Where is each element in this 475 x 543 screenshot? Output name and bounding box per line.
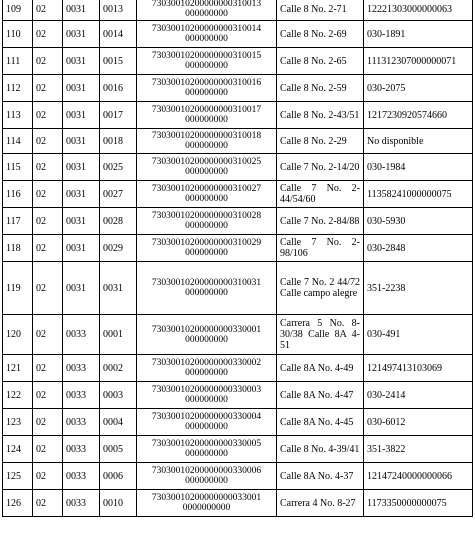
table-row	[3, 0, 473, 21]
cadastral-code-cell: 73030010200000000310031 000000000	[137, 262, 277, 315]
block-cell: 0031	[63, 262, 100, 315]
cadastral-code-cell: 73030010200000000310029 000000000	[137, 235, 277, 262]
row-number-cell: 122	[3, 382, 33, 409]
lot-cell: 0014	[100, 21, 137, 48]
address-cell: Carrera 5 No. 8-30/38 Calle 8A 4-51	[277, 315, 364, 355]
table-row	[3, 436, 473, 463]
phone-cell: 111312307000000071	[364, 48, 473, 75]
sector-cell: 02	[33, 208, 63, 235]
cadastral-code-cell: 73030010200000000310028 000000000	[137, 208, 277, 235]
lot-cell: 0006	[100, 463, 137, 490]
row-number-cell: 126	[3, 490, 33, 517]
block-cell: 0031	[63, 75, 100, 102]
phone-cell: 030-491	[364, 315, 473, 355]
phone-cell: 1173350000000075	[364, 490, 473, 517]
row-number-cell: 109	[3, 0, 33, 21]
address-cell: Calle 7 No. 2-98/106	[277, 235, 364, 262]
cadastral-code-cell: 73030010200000000330002 000000000	[137, 355, 277, 382]
row-number-cell: 111	[3, 48, 33, 75]
cadastral-code-cell: 73030010200000000033001 0000000000	[137, 490, 277, 517]
phone-cell: 12221303000000063	[364, 0, 473, 21]
sector-cell: 02	[33, 48, 63, 75]
phone-cell: 030-2848	[364, 235, 473, 262]
phone-cell: 121497413103069	[364, 355, 473, 382]
row-number-cell: 117	[3, 208, 33, 235]
cadastral-code-cell: 73030010200000000310018 000000000	[137, 129, 277, 154]
row-number-cell: 120	[3, 315, 33, 355]
table-row	[3, 355, 473, 382]
lot-cell: 0005	[100, 436, 137, 463]
address-cell: Calle 8A No. 4-47	[277, 382, 364, 409]
sector-cell: 02	[33, 0, 63, 21]
table-row	[3, 382, 473, 409]
phone-cell: 12147240000000066	[364, 463, 473, 490]
table-row	[3, 102, 473, 129]
address-cell: Carrera 4 No. 8-27	[277, 490, 364, 517]
lot-cell: 0018	[100, 129, 137, 154]
address-cell: Calle 8 No. 2-59	[277, 75, 364, 102]
phone-cell: 11358241000000075	[364, 181, 473, 208]
block-cell: 0031	[63, 0, 100, 21]
phone-cell: 030-6012	[364, 409, 473, 436]
phone-cell: 351-2238	[364, 262, 473, 315]
phone-cell: 030-2414	[364, 382, 473, 409]
lot-cell: 0013	[100, 0, 137, 21]
address-cell: Calle 8 No. 2-43/51	[277, 102, 364, 129]
property-table	[2, 0, 473, 517]
block-cell: 0031	[63, 102, 100, 129]
table-row	[3, 48, 473, 75]
row-number-cell: 125	[3, 463, 33, 490]
block-cell: 0031	[63, 181, 100, 208]
lot-cell: 0025	[100, 154, 137, 181]
row-number-cell: 113	[3, 102, 33, 129]
table-row	[3, 315, 473, 355]
sector-cell: 02	[33, 262, 63, 315]
sector-cell: 02	[33, 102, 63, 129]
cadastral-code-cell: 73030010200000000310017 000000000	[137, 102, 277, 129]
address-cell: Calle 7 No. 2-84/88	[277, 208, 364, 235]
lot-cell: 0027	[100, 181, 137, 208]
sector-cell: 02	[33, 315, 63, 355]
sector-cell: 02	[33, 382, 63, 409]
lot-cell: 0010	[100, 490, 137, 517]
phone-cell: 351-3822	[364, 436, 473, 463]
sector-cell: 02	[33, 154, 63, 181]
row-number-cell: 112	[3, 75, 33, 102]
address-cell: Calle 8 No. 2-71	[277, 0, 364, 21]
row-number-cell: 115	[3, 154, 33, 181]
table-row	[3, 262, 473, 315]
cadastral-code-cell: 73030010200000000310015 000000000	[137, 48, 277, 75]
table-row	[3, 21, 473, 48]
sector-cell: 02	[33, 409, 63, 436]
lot-cell: 0004	[100, 409, 137, 436]
lot-cell: 0029	[100, 235, 137, 262]
cadastral-code-cell: 73030010200000000330001 000000000	[137, 315, 277, 355]
block-cell: 0033	[63, 315, 100, 355]
phone-cell: 030-1984	[364, 154, 473, 181]
lot-cell: 0016	[100, 75, 137, 102]
lot-cell: 0003	[100, 382, 137, 409]
cadastral-code-cell: 73030010200000000330005 000000000	[137, 436, 277, 463]
table-row	[3, 129, 473, 154]
cadastral-code-cell: 73030010200000000330003 000000000	[137, 382, 277, 409]
block-cell: 0031	[63, 235, 100, 262]
sector-cell: 02	[33, 463, 63, 490]
phone-cell: 030-5930	[364, 208, 473, 235]
block-cell: 0033	[63, 490, 100, 517]
address-cell: Calle 8 No. 2-65	[277, 48, 364, 75]
phone-cell: No disponible	[364, 129, 473, 154]
row-number-cell: 124	[3, 436, 33, 463]
address-cell: Calle 8A No. 4-45	[277, 409, 364, 436]
sector-cell: 02	[33, 490, 63, 517]
lot-cell: 0028	[100, 208, 137, 235]
cadastral-code-cell: 73030010200000000310027 000000000	[137, 181, 277, 208]
row-number-cell: 116	[3, 181, 33, 208]
row-number-cell: 119	[3, 262, 33, 315]
table-row	[3, 409, 473, 436]
address-cell: Calle 7 No. 2-14/20	[277, 154, 364, 181]
lot-cell: 0031	[100, 262, 137, 315]
lot-cell: 0001	[100, 315, 137, 355]
address-cell: Calle 8A No. 4-49	[277, 355, 364, 382]
table-row	[3, 490, 473, 517]
sector-cell: 02	[33, 129, 63, 154]
cadastral-code-cell: 73030010200000000310025 000000000	[137, 154, 277, 181]
sector-cell: 02	[33, 436, 63, 463]
block-cell: 0033	[63, 436, 100, 463]
phone-cell: 1217230920574660	[364, 102, 473, 129]
cadastral-code-cell: 73030010200000000330004 000000000	[137, 409, 277, 436]
row-number-cell: 114	[3, 129, 33, 154]
table-row	[3, 181, 473, 208]
table-body	[3, 0, 473, 517]
sector-cell: 02	[33, 75, 63, 102]
cadastral-code-cell: 73030010200000000310014 000000000	[137, 21, 277, 48]
lot-cell: 0002	[100, 355, 137, 382]
table-row	[3, 208, 473, 235]
cadastral-code-cell: 73030010200000000330006 000000000	[137, 463, 277, 490]
address-cell: Calle 8A No. 4-37	[277, 463, 364, 490]
table-row	[3, 463, 473, 490]
address-cell: Calle 7 No. 2 44/72 Calle campo alegre	[277, 262, 364, 315]
table-row	[3, 235, 473, 262]
sector-cell: 02	[33, 181, 63, 208]
block-cell: 0031	[63, 48, 100, 75]
address-cell: Calle 8 No. 4-39/41	[277, 436, 364, 463]
table-row	[3, 154, 473, 181]
block-cell: 0031	[63, 154, 100, 181]
row-number-cell: 123	[3, 409, 33, 436]
cadastral-code-cell: 73030010200000000310016 000000000	[137, 75, 277, 102]
lot-cell: 0017	[100, 102, 137, 129]
block-cell: 0033	[63, 382, 100, 409]
block-cell: 0031	[63, 21, 100, 48]
address-cell: Calle 8 No. 2-29	[277, 129, 364, 154]
row-number-cell: 121	[3, 355, 33, 382]
row-number-cell: 110	[3, 21, 33, 48]
sector-cell: 02	[33, 21, 63, 48]
table-row	[3, 75, 473, 102]
block-cell: 0031	[63, 208, 100, 235]
row-number-cell: 118	[3, 235, 33, 262]
sector-cell: 02	[33, 235, 63, 262]
block-cell: 0033	[63, 463, 100, 490]
address-cell: Calle 8 No. 2-69	[277, 21, 364, 48]
cadastral-code-cell: 73030010200000000310013 000000000	[137, 0, 277, 21]
block-cell: 0033	[63, 409, 100, 436]
address-cell: Calle 7 No. 2-44/54/60	[277, 181, 364, 208]
block-cell: 0031	[63, 129, 100, 154]
phone-cell: 030-2075	[364, 75, 473, 102]
block-cell: 0033	[63, 355, 100, 382]
lot-cell: 0015	[100, 48, 137, 75]
phone-cell: 030-1891	[364, 21, 473, 48]
sector-cell: 02	[33, 355, 63, 382]
